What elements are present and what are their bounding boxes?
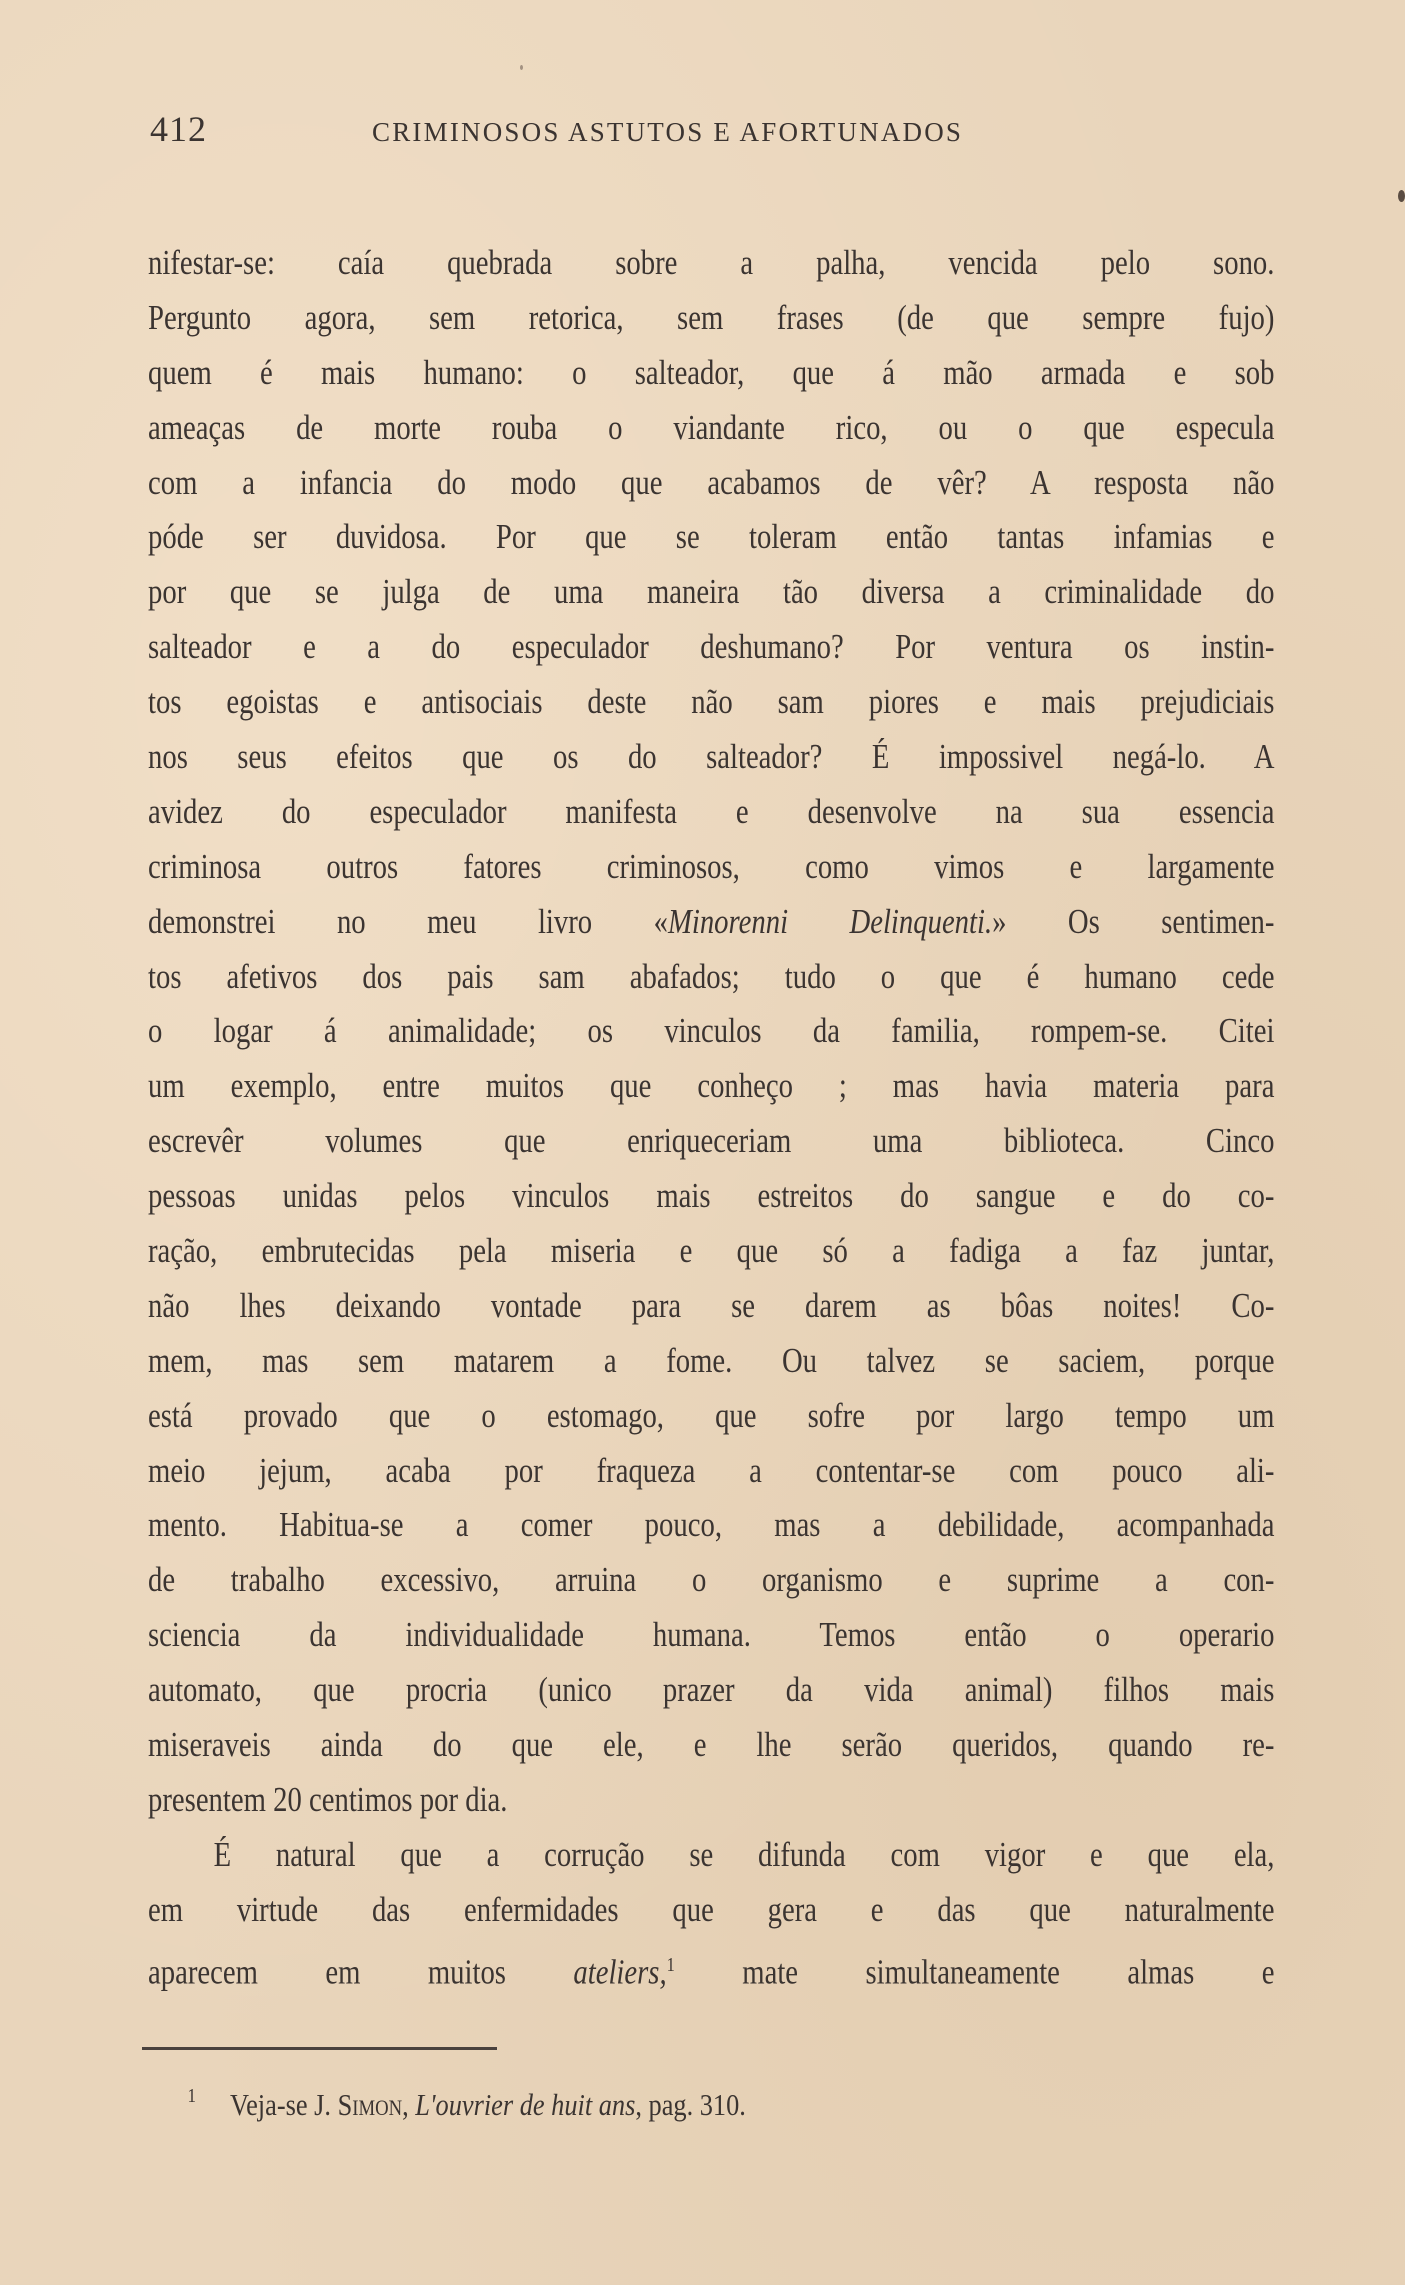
text-line: de trabalho excessivo, arruina o organismo e suprime a con- [148,1560,1275,1600]
text-line-footnote-ref [148,1938,1274,1993]
text-line: sciencia da individualidade humana. Temos então o operario [148,1615,1275,1655]
text-line: com a infancia do modo que acabamos de vêr? A resposta não [148,462,1275,502]
text-line: pessoas unidas pelos vinculos mais estreitos do sangue e do co- [148,1176,1275,1216]
text-line: tos afetivos dos pais sam abafados; tudo o que é humano cede [148,956,1275,996]
text-line: ameaças de morte rouba o viandante rico, ou o que especula [148,407,1275,447]
footnote [187,2085,746,2123]
footnote-text: , [402,2087,416,2122]
text-line: nifestar-se: caía quebrada sobre a palha, vencida pelo sono. [148,243,1275,282]
text-line: meio jejum, acaba por fraqueza a contentar-se com pouco ali- [148,1450,1275,1490]
footnote-title: L'ouvrier de huit ans [415,2087,636,2122]
text-line: nos seus efeitos que os do salteador? É impossivel negá-lo. A [148,737,1275,777]
footnote-text: Veja-se J. [230,2087,338,2122]
text-segment: mate simultaneamente almas e [674,1952,1275,1992]
text-line: avidez do especulador manifesta e desenvolve na sua essencia [148,791,1275,831]
text-line: mem, mas sem matarem a fome. Ou talvez se saciem, porque [148,1340,1275,1380]
paper-speck [1398,190,1405,202]
paragraph-end-line: presentem 20 centimos por dia. [148,1779,508,1819]
text-line: salteador e a do especulador deshumano? Por ventura os instin- [148,627,1275,667]
text-segment: » Os sentimen- [992,901,1275,941]
footnote-reference[interactable]: 1 [666,1953,675,1976]
text-segment: aparecem em muitos [148,1952,574,1992]
book-title: Minorenni Delinquenti. [667,901,993,941]
paper-speck [520,65,523,70]
text-line: miseraveis ainda do que ele, e lhe serão queridos, quando re- [148,1725,1275,1765]
text-line: não lhes deixando vontade para se darem as bôas noites! Co- [148,1285,1275,1325]
text-line: em virtude das enfermidades que gera e das que naturalmente [148,1889,1275,1929]
text-line: ração, embrutecidas pela miseria e que só a fadiga a faz juntar, [148,1231,1275,1271]
page-number: 412 [150,109,207,149]
text-line: É natural que a corrução se difunda com vigor e que ela, [213,1834,1275,1874]
text-line: póde ser duvidosa. Por que se toleram então tantas infamias e [148,517,1275,557]
text-line: o logar á animalidade; os vinculos da familia, rompem-se. Citei [148,1011,1275,1051]
text-line: um exemplo, entre muitos que conheço ; mas havia materia para [148,1066,1275,1106]
text-line: mento. Habitua-se a comer pouco, mas a debilidade, acompanhada [148,1505,1275,1545]
text-line: automato, que procria (unico prazer da vida animal) filhos mais [148,1670,1275,1710]
text-line: está provado que o estomago, que sofre por largo tempo um [148,1395,1275,1435]
text-line: Pergunto agora, sem retorica, sem frases (de que sempre fujo) [148,297,1275,337]
text-segment: demonstrei no meu livro « [148,901,668,941]
text-line: quem é mais humano: o salteador, que á mão armada e sob [148,352,1275,392]
footnote-text: , pag. 310. [635,2087,746,2122]
text-line: escrevêr volumes que enriqueceriam uma biblioteca. Cinco [148,1121,1275,1161]
text-line: criminosa outros fatores criminosos, como vimos e largamente [148,846,1275,886]
page-header [150,108,1050,158]
running-head: CRIMINOSOS ASTUTOS E AFORTUNADOS [372,117,964,147]
italic-word: ateliers, [573,1952,667,1992]
text-line: por que se julga de uma maneira tão diversa a criminalidade do [148,572,1275,612]
footnote-divider [142,2047,497,2050]
text-line-book-citation [148,895,1274,950]
footnote-mark: 1 [187,2085,196,2107]
text-line: tos egoistas e antisociais deste não sam piores e mais prejudiciais [148,682,1275,722]
body-text [148,236,1274,1993]
footnote-author: Simon [337,2087,403,2122]
